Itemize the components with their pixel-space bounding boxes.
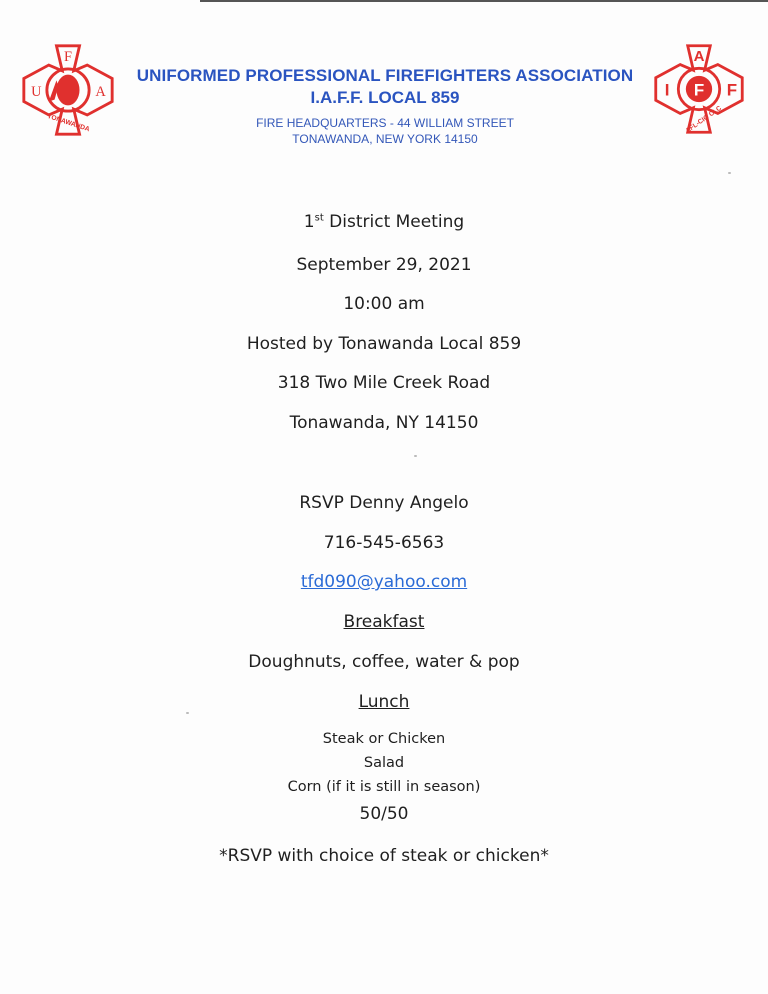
meeting-title-number: 1 xyxy=(303,212,315,232)
logo-left-top-letter: F xyxy=(63,49,73,66)
ufa-maltese-cross-logo xyxy=(20,42,116,138)
logo-right-right-letter: F xyxy=(726,80,738,100)
meeting-city: Tonawanda, NY 14150 xyxy=(289,413,479,433)
lunch-item-corn: Corn (if it is still in season) xyxy=(287,779,481,795)
meeting-street: 318 Two Mile Creek Road xyxy=(277,373,491,393)
logo-left-right-letter: A xyxy=(95,83,106,100)
logo-left-bottom-text: TONAWANDA xyxy=(46,113,91,134)
meeting-host: Hosted by Tonawanda Local 859 xyxy=(246,334,522,354)
meeting-date: September 29, 2021 xyxy=(296,255,472,275)
lunch-item-salad: Salad xyxy=(363,755,405,771)
association-name: UNIFORMED PROFESSIONAL FIREFIGHTERS ASSOCIATION xyxy=(136,66,634,85)
lunch-item-fifty-fifty: 50/50 xyxy=(359,804,409,824)
address-line-2: TONAWANDA, NEW YORK 14150 xyxy=(292,132,478,146)
meeting-time: 10:00 am xyxy=(343,294,425,314)
iaff-maltese-cross-logo xyxy=(652,42,746,136)
lunch-heading: Lunch xyxy=(358,692,410,712)
logo-right-center-letter: F xyxy=(693,80,705,100)
local-name: I.A.F.F. LOCAL 859 xyxy=(310,88,460,107)
scan-edge-line xyxy=(200,0,768,2)
meeting-title-ordinal: st xyxy=(314,212,324,224)
address-line-1: FIRE HEADQUARTERS - 44 WILLIAM STREET xyxy=(256,116,514,130)
logo-left-left-letter: U xyxy=(31,83,42,100)
rsvp-email-link[interactable]: tfd090@yahoo.com xyxy=(300,572,468,592)
breakfast-items: Doughnuts, coffee, water & pop xyxy=(248,652,520,672)
lunch-item-steak-chicken: Steak or Chicken xyxy=(322,731,446,747)
logo-right-bottom-text: AFL-CIO CLC xyxy=(684,104,724,135)
logo-right-left-letter: I xyxy=(664,80,670,100)
rsvp-choice-note: *RSVP with choice of steak or chicken* xyxy=(219,846,549,866)
breakfast-heading: Breakfast xyxy=(343,612,425,632)
rsvp-phone: 716-545-6563 xyxy=(323,533,445,553)
rsvp-name: RSVP Denny Angelo xyxy=(299,493,469,513)
meeting-title-rest: District Meeting xyxy=(323,212,465,232)
meeting-title xyxy=(0,212,768,232)
logo-right-top-letter: A xyxy=(693,47,705,65)
scan-speck xyxy=(414,455,417,457)
scan-speck xyxy=(186,712,189,714)
scan-speck xyxy=(728,172,731,174)
